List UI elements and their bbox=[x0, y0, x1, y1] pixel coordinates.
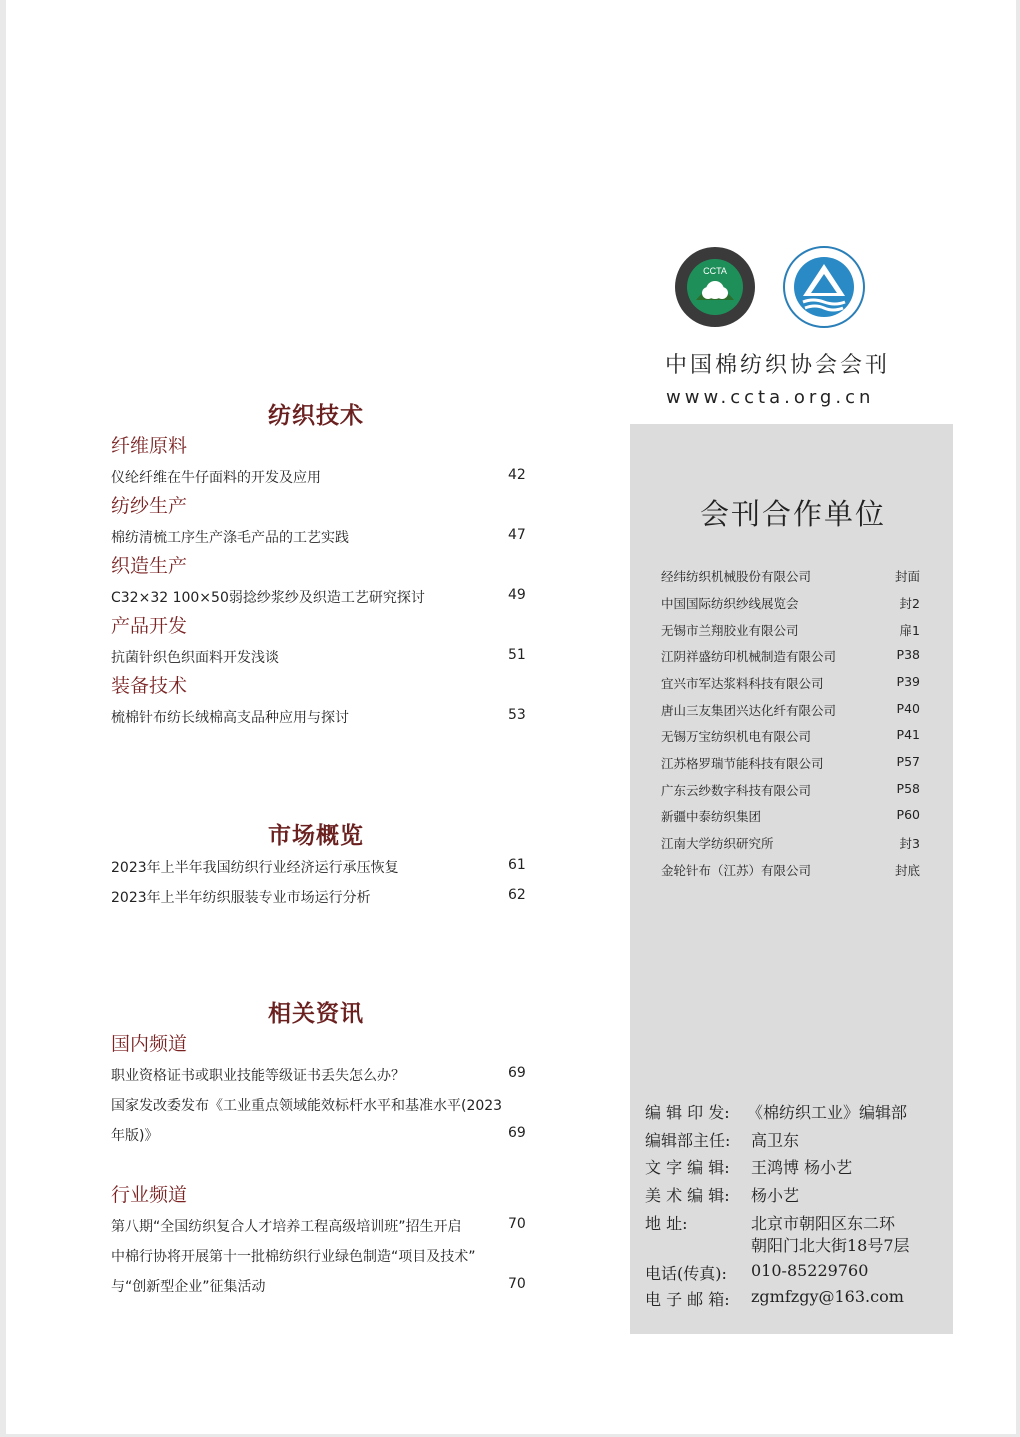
toc-page: 53 bbox=[508, 707, 526, 723]
group-label-industry: 行业频道 bbox=[111, 1184, 188, 1206]
toc-page: 51 bbox=[508, 647, 526, 663]
partner-name: 广东云纱数字科技有限公司 bbox=[661, 783, 812, 798]
toc-entry[interactable]: 仪纶纤维在牛仔面料的开发及应用 bbox=[111, 470, 321, 486]
toc-page: 69 bbox=[508, 1065, 526, 1081]
partner-page: P58 bbox=[896, 781, 920, 796]
director-label: 编辑部主任: bbox=[645, 1131, 731, 1150]
toc-entry[interactable]: C32×32 100×50弱捻纱浆纱及织造工艺研究探讨 bbox=[111, 590, 425, 606]
partner-name: 金轮针布（江苏）有限公司 bbox=[661, 863, 812, 878]
partner-name: 无锡万宝纺织机电有限公司 bbox=[661, 729, 812, 744]
partner-page: 扉1 bbox=[899, 623, 920, 638]
partner-page: P39 bbox=[896, 674, 920, 689]
partner-name: 中国国际纺织纱线展览会 bbox=[661, 596, 799, 611]
partner-name: 江苏格罗瑞节能科技有限公司 bbox=[661, 756, 824, 771]
partner-page: 封底 bbox=[894, 863, 920, 878]
magazine-page bbox=[6, 0, 1016, 1434]
website-url[interactable]: www.ccta.org.cn bbox=[666, 387, 875, 408]
text-editor-label: 文 字 编 辑: bbox=[645, 1158, 730, 1177]
section-title-textile: 纺织技术 bbox=[268, 403, 364, 429]
toc-entry[interactable]: 2023年上半年纺织服装专业市场运行分析 bbox=[111, 890, 371, 906]
group-label-domestic: 国内频道 bbox=[111, 1033, 188, 1055]
partner-name: 经纬纺织机械股份有限公司 bbox=[661, 569, 812, 584]
group-label-fiber: 纤维原料 bbox=[111, 435, 188, 457]
toc-entry[interactable]: 梳棉针布纺长绒棉高支品种应用与探讨 bbox=[111, 710, 349, 726]
partner-name: 宜兴市军达浆料科技有限公司 bbox=[661, 676, 824, 691]
group-label-equipment: 装备技术 bbox=[111, 675, 188, 697]
partner-name: 江阴祥盛纺印机械制造有限公司 bbox=[661, 649, 837, 664]
toc-entry[interactable]: 职业资格证书或职业技能等级证书丢失怎么办？ bbox=[111, 1068, 405, 1084]
phone-label: 电话(传真): bbox=[645, 1264, 727, 1283]
partner-page: P57 bbox=[896, 754, 920, 769]
jiangnan-university-logo bbox=[783, 246, 865, 328]
org-name: 中国棉纺织协会会刊 bbox=[665, 353, 891, 378]
toc-entry[interactable]: 中棉行协将开展第十一批棉纺织行业绿色制造“项目及技术” bbox=[111, 1249, 476, 1265]
partner-page: 封3 bbox=[899, 836, 920, 851]
toc-entry[interactable]: 抗菌针织色织面料开发浅谈 bbox=[111, 650, 279, 666]
email-value[interactable]: zgmfzgy@163.com bbox=[751, 1287, 904, 1306]
address-line1: 北京市朝阳区东二环 bbox=[751, 1214, 896, 1233]
ccta-logo-text: CCTA bbox=[703, 266, 727, 276]
toc-page: 69 bbox=[508, 1125, 526, 1141]
partner-page: 封2 bbox=[899, 596, 920, 611]
partner-page: 封面 bbox=[894, 569, 920, 584]
section-title-news: 相关资讯 bbox=[268, 1001, 364, 1027]
director-value: 高卫东 bbox=[751, 1131, 800, 1150]
phone-value: 010-85229760 bbox=[751, 1261, 869, 1280]
address-line2: 朝阳门北大街18号7层 bbox=[751, 1236, 910, 1255]
section-title-market: 市场概览 bbox=[268, 823, 364, 849]
partners-panel bbox=[630, 424, 953, 1334]
publisher-value: 《棉纺织工业》编辑部 bbox=[747, 1103, 908, 1122]
partner-name: 江南大学纺织研究所 bbox=[661, 836, 774, 851]
partner-page: P40 bbox=[896, 701, 920, 716]
toc-page: 42 bbox=[508, 467, 526, 483]
group-label-product: 产品开发 bbox=[111, 615, 188, 637]
toc-entry-continued[interactable]: 与“创新型企业”征集活动 bbox=[111, 1279, 266, 1295]
art-editor-label: 美 术 编 辑: bbox=[645, 1186, 730, 1205]
ccta-logo bbox=[674, 246, 756, 328]
toc-entry[interactable]: 2023年上半年我国纺织行业经济运行承压恢复 bbox=[111, 860, 399, 876]
partners-title: 会刊合作单位 bbox=[700, 497, 887, 531]
toc-page: 49 bbox=[508, 587, 526, 603]
toc-page: 47 bbox=[508, 527, 526, 543]
toc-entry[interactable]: 国家发改委发布《工业重点领域能效标杆水平和基准水平(2023 bbox=[111, 1098, 503, 1114]
partner-page: P41 bbox=[896, 727, 920, 742]
toc-page: 70 bbox=[508, 1216, 526, 1232]
toc-entry[interactable]: 第八期“全国纺织复合人才培养工程高级培训班”招生开启 bbox=[111, 1219, 462, 1235]
text-editor-value: 王鸿博 杨小艺 bbox=[751, 1158, 853, 1177]
toc-entry[interactable]: 棉纺清梳工序生产涤毛产品的工艺实践 bbox=[111, 530, 349, 546]
toc-page: 61 bbox=[508, 857, 526, 873]
toc-page: 70 bbox=[508, 1276, 526, 1292]
partner-page: P60 bbox=[896, 807, 920, 822]
publisher-label: 编 辑 印 发: bbox=[645, 1103, 730, 1122]
partner-name: 唐山三友集团兴达化纤有限公司 bbox=[661, 703, 837, 718]
art-editor-value: 杨小艺 bbox=[751, 1186, 800, 1205]
toc-page: 62 bbox=[508, 887, 526, 903]
partner-name: 无锡市兰翔胶业有限公司 bbox=[661, 623, 799, 638]
group-label-spinning: 纺纱生产 bbox=[111, 495, 188, 517]
address-label: 地 址: bbox=[645, 1214, 688, 1233]
partner-page: P38 bbox=[896, 647, 920, 662]
email-label: 电 子 邮 箱: bbox=[645, 1290, 730, 1309]
partner-name: 新疆中泰纺织集团 bbox=[661, 809, 762, 824]
toc-entry-continued[interactable]: 年版)》 bbox=[111, 1128, 159, 1144]
group-label-weaving: 织造生产 bbox=[111, 555, 188, 577]
